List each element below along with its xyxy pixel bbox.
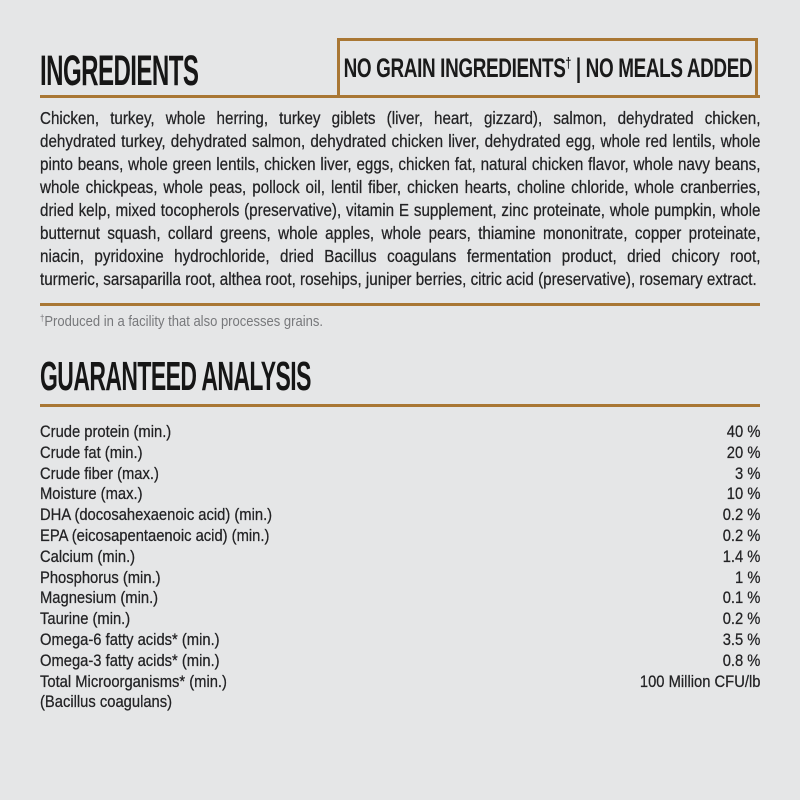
row-label: (Bacillus coagulans) bbox=[40, 692, 173, 712]
row-value: 10 % bbox=[726, 484, 761, 504]
row-label: Omega-3 fatty acids* (min.) bbox=[40, 650, 220, 670]
table-row bbox=[40, 526, 760, 547]
table-row bbox=[40, 484, 760, 505]
ingredients-footnote bbox=[40, 313, 760, 330]
row-label: Crude protein (min.) bbox=[40, 422, 172, 441]
footnote-divider-rule bbox=[40, 303, 760, 306]
table-row bbox=[40, 422, 760, 443]
row-label: Taurine (min.) bbox=[40, 609, 131, 629]
claims-no-grain: NO GRAIN INGREDIENTS bbox=[343, 52, 566, 83]
row-value: 0.8 % bbox=[722, 650, 761, 670]
table-row bbox=[40, 443, 760, 464]
row-label: Moisture (max.) bbox=[40, 484, 143, 504]
row-label: EPA (eicosapentaenoic acid) (min.) bbox=[40, 525, 270, 545]
row-value: 0.2 % bbox=[722, 525, 761, 545]
table-row bbox=[40, 630, 760, 651]
claims-text bbox=[343, 53, 752, 84]
claims-no-meals: | NO MEALS ADDED bbox=[570, 52, 752, 83]
table-row bbox=[40, 464, 760, 485]
row-label: Total Microorganisms* (min.) bbox=[40, 671, 227, 691]
guaranteed-analysis-heading-text: GUARANTEED ANALYSIS bbox=[40, 353, 311, 399]
table-row bbox=[40, 609, 760, 630]
guaranteed-analysis-table bbox=[40, 422, 760, 713]
footnote-text: Produced in a facility that also processes grains. bbox=[44, 313, 323, 330]
table-row bbox=[40, 588, 760, 609]
row-value: 3.5 % bbox=[722, 629, 761, 649]
guaranteed-analysis-heading bbox=[40, 353, 524, 399]
table-row bbox=[40, 568, 760, 589]
ingredients-heading-text: INGREDIENTS bbox=[40, 47, 199, 95]
row-value: 0.2 % bbox=[722, 609, 761, 629]
row-label: DHA (docosahexaenoic acid) (min.) bbox=[40, 505, 273, 525]
ingredients-heading bbox=[40, 47, 323, 95]
claims-box bbox=[337, 38, 758, 98]
row-label: Phosphorus (min.) bbox=[40, 567, 161, 587]
footnote-dagger: † bbox=[40, 313, 45, 323]
table-row bbox=[40, 547, 760, 568]
row-label: Calcium (min.) bbox=[40, 546, 136, 566]
row-value: 3 % bbox=[735, 463, 761, 483]
row-label: Crude fiber (max.) bbox=[40, 463, 159, 483]
row-value: 0.2 % bbox=[722, 505, 761, 525]
guaranteed-analysis-divider-rule bbox=[40, 404, 760, 407]
ingredients-paragraph: Chicken, turkey, whole herring, turkey giblets (liver, heart, gizzard), salmon, dehydrated chicken, dehydrated turkey, dehydrated salmon, dehydrated chicken liver, dehydrated egg, whole red lentils, whole pinto beans, whole green lentils, chicken liver, eggs, chicken fat, natural chicken flavor, whole navy beans, whole chickpeas, whole peas, pollock oil, lentil fiber, chicken hearts, choline chloride, whole cranberries, dried kelp, mixed tocopherols (preservative), vitamin E supplement, zinc proteinate, whole pumpkin, whole butternut squash, collard greens, whole apples, whole pears, thiamine mononitrate, copper proteinate, niacin, pyridoxine hydrochloride, dried Bacillus coagulans fermentation product, dried chicory root, turmeric, sarsaparilla root, althea root, rosehips, juniper berries, citric acid (preservative), rosemary extract. bbox=[40, 108, 761, 289]
row-value: 1.4 % bbox=[722, 546, 761, 566]
table-row bbox=[40, 651, 760, 672]
row-label: Crude fat (min.) bbox=[40, 442, 143, 462]
table-row bbox=[40, 672, 760, 693]
row-label: Magnesium (min.) bbox=[40, 588, 159, 608]
row-value: 0.1 % bbox=[722, 588, 761, 608]
claims-dagger: † bbox=[565, 55, 571, 72]
row-label: Omega-6 fatty acids* (min.) bbox=[40, 629, 220, 649]
row-value: 1 % bbox=[735, 567, 761, 587]
ingredients-divider-rule bbox=[40, 95, 760, 98]
row-value: 20 % bbox=[726, 442, 761, 462]
table-row bbox=[40, 692, 760, 713]
row-value: 100 Million CFU/lb bbox=[639, 671, 761, 691]
table-row bbox=[40, 505, 760, 526]
row-value: 40 % bbox=[726, 422, 761, 441]
